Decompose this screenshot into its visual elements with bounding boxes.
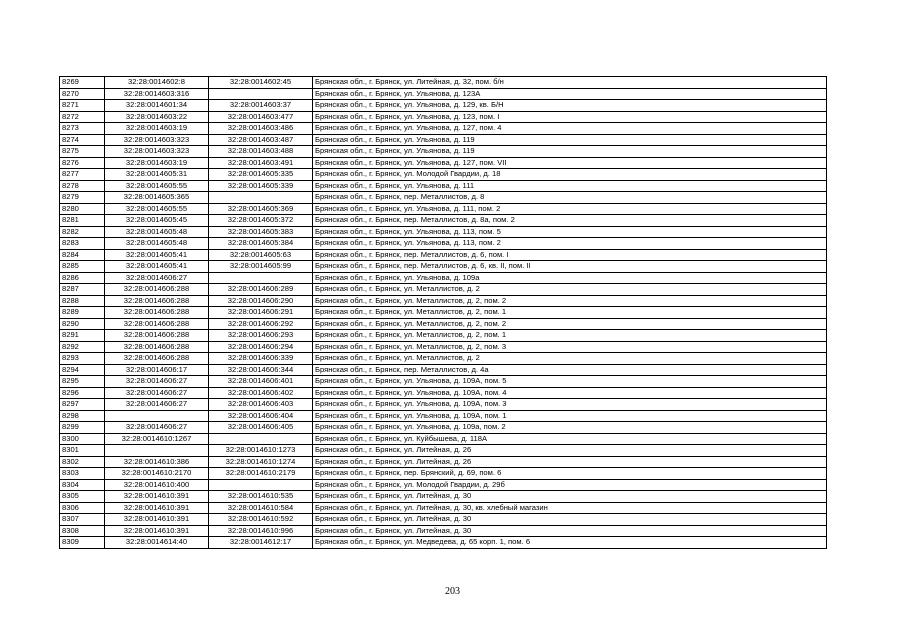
table-row <box>60 330 827 342</box>
address-cell: Брянская обл., г. Брянск, ул. Ульянова, д. 109А, пом. 3 <box>313 399 827 411</box>
cadastral-number-cell: 32:28:0014610:1274 <box>209 456 313 468</box>
parent-cadastral-number-cell: 32:28:0014606:288 <box>105 353 209 365</box>
address-cell: Брянская обл., г. Брянск, ул. Металлистов, д. 2, пом. 2 <box>313 295 827 307</box>
address-cell: Брянская обл., г. Брянск, ул. Литейная, д. 30 <box>313 491 827 503</box>
address-cell: Брянская обл., г. Брянск, ул. Металлистов, д. 2, пом. 1 <box>313 330 827 342</box>
cadastral-number-cell: 32:28:0014606:339 <box>209 353 313 365</box>
address-cell: Брянская обл., г. Брянск, ул. Металлистов, д. 2 <box>313 353 827 365</box>
table-row <box>60 422 827 434</box>
parent-cadastral-number-cell: 32:28:0014601:34 <box>105 100 209 112</box>
row-number-cell: 8295 <box>60 376 105 388</box>
row-number-cell: 8292 <box>60 341 105 353</box>
parent-cadastral-number-cell: 32:28:0014603:316 <box>105 88 209 100</box>
cadastral-number-cell <box>209 88 313 100</box>
table-row <box>60 180 827 192</box>
parent-cadastral-number-cell: 32:28:0014606:27 <box>105 399 209 411</box>
parent-cadastral-number-cell: 32:28:0014605:48 <box>105 226 209 238</box>
address-cell: Брянская обл., г. Брянск, ул. Куйбышева, д. 118А <box>313 433 827 445</box>
cadastral-number-cell: 32:28:0014603:486 <box>209 123 313 135</box>
parent-cadastral-number-cell: 32:28:0014606:288 <box>105 318 209 330</box>
cadastral-number-cell: 32:28:0014610:535 <box>209 491 313 503</box>
address-cell: Брянская обл., г. Брянск, ул. Ульянова, д. 123, пом. I <box>313 111 827 123</box>
cadastral-number-cell <box>209 479 313 491</box>
row-number-cell: 8298 <box>60 410 105 422</box>
parent-cadastral-number-cell: 32:28:0014603:323 <box>105 134 209 146</box>
row-number-cell: 8293 <box>60 353 105 365</box>
cadastral-number-cell: 32:28:0014606:289 <box>209 284 313 296</box>
cadastral-number-cell: 32:28:0014606:293 <box>209 330 313 342</box>
cadastral-number-cell: 32:28:0014605:369 <box>209 203 313 215</box>
row-number-cell: 8280 <box>60 203 105 215</box>
row-number-cell: 8286 <box>60 272 105 284</box>
cadastral-number-cell: 32:28:0014606:403 <box>209 399 313 411</box>
registry-table-body <box>60 77 827 549</box>
address-cell: Брянская обл., г. Брянск, ул. Ульянова, д. 123А <box>313 88 827 100</box>
address-cell: Брянская обл., г. Брянск, ул. Ульянова, д. 109а, пом. 2 <box>313 422 827 434</box>
address-cell: Брянская обл., г. Брянск, ул. Литейная, д. 26 <box>313 445 827 457</box>
row-number-cell: 8285 <box>60 261 105 273</box>
parent-cadastral-number-cell: 32:28:0014603:22 <box>105 111 209 123</box>
row-number-cell: 8279 <box>60 192 105 204</box>
row-number-cell: 8307 <box>60 514 105 526</box>
table-row <box>60 468 827 480</box>
cadastral-number-cell: 32:28:0014605:99 <box>209 261 313 273</box>
table-row <box>60 226 827 238</box>
cadastral-number-cell: 32:28:0014610:996 <box>209 525 313 537</box>
parent-cadastral-number-cell: 32:28:0014606:27 <box>105 272 209 284</box>
address-cell: Брянская обл., г. Брянск, ул. Медведева, д. 65 корп. 1, пом. 6 <box>313 537 827 549</box>
row-number-cell: 8284 <box>60 249 105 261</box>
cadastral-number-cell: 32:28:0014606:402 <box>209 387 313 399</box>
table-row <box>60 525 827 537</box>
table-row <box>60 157 827 169</box>
table-row <box>60 433 827 445</box>
cadastral-number-cell: 32:28:0014605:339 <box>209 180 313 192</box>
row-number-cell: 8304 <box>60 479 105 491</box>
cadastral-number-cell: 32:28:0014606:294 <box>209 341 313 353</box>
parent-cadastral-number-cell: 32:28:0014605:45 <box>105 215 209 227</box>
parent-cadastral-number-cell: 32:28:0014606:288 <box>105 307 209 319</box>
table-row <box>60 123 827 135</box>
row-number-cell: 8297 <box>60 399 105 411</box>
parent-cadastral-number-cell: 32:28:0014606:17 <box>105 364 209 376</box>
address-cell: Брянская обл., г. Брянск, ул. Ульянова, д. 127, пом. 4 <box>313 123 827 135</box>
parent-cadastral-number-cell: 32:28:0014605:41 <box>105 261 209 273</box>
address-cell: Брянская обл., г. Брянск, ул. Литейная, д. 30 <box>313 514 827 526</box>
parent-cadastral-number-cell: 32:28:0014606:27 <box>105 387 209 399</box>
table-row <box>60 100 827 112</box>
row-number-cell: 8270 <box>60 88 105 100</box>
row-number-cell: 8294 <box>60 364 105 376</box>
table-row <box>60 399 827 411</box>
row-number-cell: 8291 <box>60 330 105 342</box>
cadastral-number-cell: 32:28:0014606:401 <box>209 376 313 388</box>
cadastral-number-cell: 32:28:0014606:292 <box>209 318 313 330</box>
row-number-cell: 8283 <box>60 238 105 250</box>
parent-cadastral-number-cell: 32:28:0014603:323 <box>105 146 209 158</box>
parent-cadastral-number-cell: 32:28:0014605:41 <box>105 249 209 261</box>
row-number-cell: 8300 <box>60 433 105 445</box>
row-number-cell: 8289 <box>60 307 105 319</box>
address-cell: Брянская обл., г. Брянск, пер. Металлистов, д. 4а <box>313 364 827 376</box>
cadastral-number-cell: 32:28:0014605:384 <box>209 238 313 250</box>
parent-cadastral-number-cell: 32:28:0014606:27 <box>105 422 209 434</box>
page-number: 203 <box>445 586 460 597</box>
row-number-cell: 8273 <box>60 123 105 135</box>
cadastral-number-cell: 32:28:0014606:290 <box>209 295 313 307</box>
address-cell: Брянская обл., г. Брянск, ул. Ульянова, д. 119 <box>313 134 827 146</box>
parent-cadastral-number-cell: 32:28:0014606:288 <box>105 284 209 296</box>
table-row <box>60 341 827 353</box>
parent-cadastral-number-cell: 32:28:0014603:19 <box>105 123 209 135</box>
address-cell: Брянская обл., г. Брянск, ул. Ульянова, д. 109А, пом. 5 <box>313 376 827 388</box>
parent-cadastral-number-cell: 32:28:0014606:27 <box>105 376 209 388</box>
cadastral-number-cell: 32:28:0014610:592 <box>209 514 313 526</box>
row-number-cell: 8305 <box>60 491 105 503</box>
parent-cadastral-number-cell: 32:28:0014605:55 <box>105 203 209 215</box>
table-row <box>60 146 827 158</box>
cadastral-number-cell: 32:28:0014605:63 <box>209 249 313 261</box>
cadastral-number-cell: 32:28:0014605:383 <box>209 226 313 238</box>
cadastral-number-cell: 32:28:0014603:488 <box>209 146 313 158</box>
cadastral-number-cell: 32:28:0014606:405 <box>209 422 313 434</box>
registry-table <box>59 76 827 549</box>
row-number-cell: 8272 <box>60 111 105 123</box>
address-cell: Брянская обл., г. Брянск, ул. Металлистов, д. 2, пом. 3 <box>313 341 827 353</box>
row-number-cell: 8308 <box>60 525 105 537</box>
table-row <box>60 514 827 526</box>
table-row <box>60 192 827 204</box>
table-row <box>60 284 827 296</box>
cadastral-number-cell <box>209 192 313 204</box>
address-cell: Брянская обл., г. Брянск, ул. Металлистов, д. 2, пом. 1 <box>313 307 827 319</box>
parent-cadastral-number-cell: 32:28:0014605:55 <box>105 180 209 192</box>
address-cell: Брянская обл., г. Брянск, ул. Ульянова, д. 119 <box>313 146 827 158</box>
parent-cadastral-number-cell: 32:28:0014603:19 <box>105 157 209 169</box>
table-row <box>60 88 827 100</box>
parent-cadastral-number-cell: 32:28:0014610:2170 <box>105 468 209 480</box>
table-row <box>60 318 827 330</box>
address-cell: Брянская обл., г. Брянск, ул. Ульянова, д. 113, пом. 5 <box>313 226 827 238</box>
table-row <box>60 537 827 549</box>
row-number-cell: 8281 <box>60 215 105 227</box>
address-cell: Брянская обл., г. Брянск, ул. Литейная, д. 30 <box>313 525 827 537</box>
address-cell: Брянская обл., г. Брянск, ул. Литейная, д. 32, пом. б/н <box>313 77 827 89</box>
parent-cadastral-number-cell: 32:28:0014605:365 <box>105 192 209 204</box>
address-cell: Брянская обл., г. Брянск, пер. Металлистов, д. 6, пом. I <box>313 249 827 261</box>
address-cell: Брянская обл., г. Брянск, пер. Металлистов, д. 8а, пом. 2 <box>313 215 827 227</box>
table-row <box>60 307 827 319</box>
cadastral-number-cell: 32:28:0014603:487 <box>209 134 313 146</box>
table-row <box>60 238 827 250</box>
row-number-cell: 8278 <box>60 180 105 192</box>
table-row <box>60 169 827 181</box>
address-cell: Брянская обл., г. Брянск, ул. Молодой Гвардии, д. 18 <box>313 169 827 181</box>
cadastral-number-cell: 32:28:0014610:1273 <box>209 445 313 457</box>
row-number-cell: 8274 <box>60 134 105 146</box>
cadastral-number-cell <box>209 433 313 445</box>
cadastral-number-cell <box>209 272 313 284</box>
address-cell: Брянская обл., г. Брянск, ул. Ульянова, д. 127, пом. VII <box>313 157 827 169</box>
address-cell: Брянская обл., г. Брянск, ул. Литейная, д. 26 <box>313 456 827 468</box>
parent-cadastral-number-cell: 32:28:0014610:391 <box>105 514 209 526</box>
table-row <box>60 261 827 273</box>
cadastral-number-cell: 32:28:0014603:37 <box>209 100 313 112</box>
cadastral-number-cell: 32:28:0014606:404 <box>209 410 313 422</box>
table-row <box>60 491 827 503</box>
address-cell: Брянская обл., г. Брянск, ул. Ульянова, д. 109А, пом. 4 <box>313 387 827 399</box>
address-cell: Брянская обл., г. Брянск, ул. Молодой Гвардии, д. 29б <box>313 479 827 491</box>
cadastral-number-cell: 32:28:0014602:45 <box>209 77 313 89</box>
table-row <box>60 376 827 388</box>
table-row <box>60 295 827 307</box>
table-row <box>60 502 827 514</box>
parent-cadastral-number-cell: 32:28:0014605:48 <box>105 238 209 250</box>
row-number-cell: 8277 <box>60 169 105 181</box>
parent-cadastral-number-cell: 32:28:0014606:288 <box>105 341 209 353</box>
row-number-cell: 8290 <box>60 318 105 330</box>
parent-cadastral-number-cell: 32:28:0014610:391 <box>105 525 209 537</box>
table-row <box>60 203 827 215</box>
table-row <box>60 272 827 284</box>
row-number-cell: 8288 <box>60 295 105 307</box>
parent-cadastral-number-cell: 32:28:0014602:8 <box>105 77 209 89</box>
cadastral-number-cell: 32:28:0014612:17 <box>209 537 313 549</box>
table-row <box>60 215 827 227</box>
cadastral-number-cell: 32:28:0014605:372 <box>209 215 313 227</box>
table-row <box>60 353 827 365</box>
address-cell: Брянская обл., г. Брянск, ул. Ульянова, д. 113, пом. 2 <box>313 238 827 250</box>
row-number-cell: 8302 <box>60 456 105 468</box>
parent-cadastral-number-cell <box>105 410 209 422</box>
cadastral-number-cell: 32:28:0014610:2179 <box>209 468 313 480</box>
row-number-cell: 8282 <box>60 226 105 238</box>
address-cell: Брянская обл., г. Брянск, пер. Металлистов, д. 6, кв. II, пом. II <box>313 261 827 273</box>
table-row <box>60 410 827 422</box>
table-row <box>60 456 827 468</box>
table-row <box>60 77 827 89</box>
row-number-cell: 8287 <box>60 284 105 296</box>
address-cell: Брянская обл., г. Брянск, пер. Брянский, д. 69, пом. 6 <box>313 468 827 480</box>
address-cell: Брянская обл., г. Брянск, ул. Ульянова, д. 111 <box>313 180 827 192</box>
cadastral-number-cell: 32:28:0014610:584 <box>209 502 313 514</box>
address-cell: Брянская обл., г. Брянск, ул. Ульянова, д. 109а <box>313 272 827 284</box>
address-cell: Брянская обл., г. Брянск, ул. Металлистов, д. 2 <box>313 284 827 296</box>
row-number-cell: 8301 <box>60 445 105 457</box>
table-row <box>60 249 827 261</box>
parent-cadastral-number-cell <box>105 445 209 457</box>
parent-cadastral-number-cell: 32:28:0014610:400 <box>105 479 209 491</box>
address-cell: Брянская обл., г. Брянск, ул. Ульянова, д. 111, пом. 2 <box>313 203 827 215</box>
row-number-cell: 8275 <box>60 146 105 158</box>
row-number-cell: 8296 <box>60 387 105 399</box>
row-number-cell: 8299 <box>60 422 105 434</box>
table-row <box>60 111 827 123</box>
address-cell: Брянская обл., г. Брянск, ул. Литейная, д. 30, кв. хлебный магазин <box>313 502 827 514</box>
address-cell: Брянская обл., г. Брянск, ул. Ульянова, д. 129, кв. Б/Н <box>313 100 827 112</box>
cadastral-number-cell: 32:28:0014606:291 <box>209 307 313 319</box>
address-cell: Брянская обл., г. Брянск, ул. Металлистов, д. 2, пом. 2 <box>313 318 827 330</box>
table-row <box>60 387 827 399</box>
row-number-cell: 8269 <box>60 77 105 89</box>
parent-cadastral-number-cell: 32:28:0014606:288 <box>105 295 209 307</box>
row-number-cell: 8271 <box>60 100 105 112</box>
parent-cadastral-number-cell: 32:28:0014610:391 <box>105 491 209 503</box>
cadastral-number-cell: 32:28:0014606:344 <box>209 364 313 376</box>
table-row <box>60 445 827 457</box>
table-row <box>60 364 827 376</box>
table-row <box>60 479 827 491</box>
row-number-cell: 8306 <box>60 502 105 514</box>
table-row <box>60 134 827 146</box>
cadastral-number-cell: 32:28:0014603:491 <box>209 157 313 169</box>
row-number-cell: 8276 <box>60 157 105 169</box>
parent-cadastral-number-cell: 32:28:0014606:288 <box>105 330 209 342</box>
cadastral-number-cell: 32:28:0014603:477 <box>209 111 313 123</box>
parent-cadastral-number-cell: 32:28:0014614:40 <box>105 537 209 549</box>
parent-cadastral-number-cell: 32:28:0014605:31 <box>105 169 209 181</box>
address-cell: Брянская обл., г. Брянск, ул. Ульянова, д. 109А, пом. 1 <box>313 410 827 422</box>
parent-cadastral-number-cell: 32:28:0014610:391 <box>105 502 209 514</box>
parent-cadastral-number-cell: 32:28:0014610:386 <box>105 456 209 468</box>
address-cell: Брянская обл., г. Брянск, пер. Металлистов, д. 8 <box>313 192 827 204</box>
row-number-cell: 8309 <box>60 537 105 549</box>
cadastral-number-cell: 32:28:0014605:335 <box>209 169 313 181</box>
row-number-cell: 8303 <box>60 468 105 480</box>
parent-cadastral-number-cell: 32:28:0014610:1267 <box>105 433 209 445</box>
